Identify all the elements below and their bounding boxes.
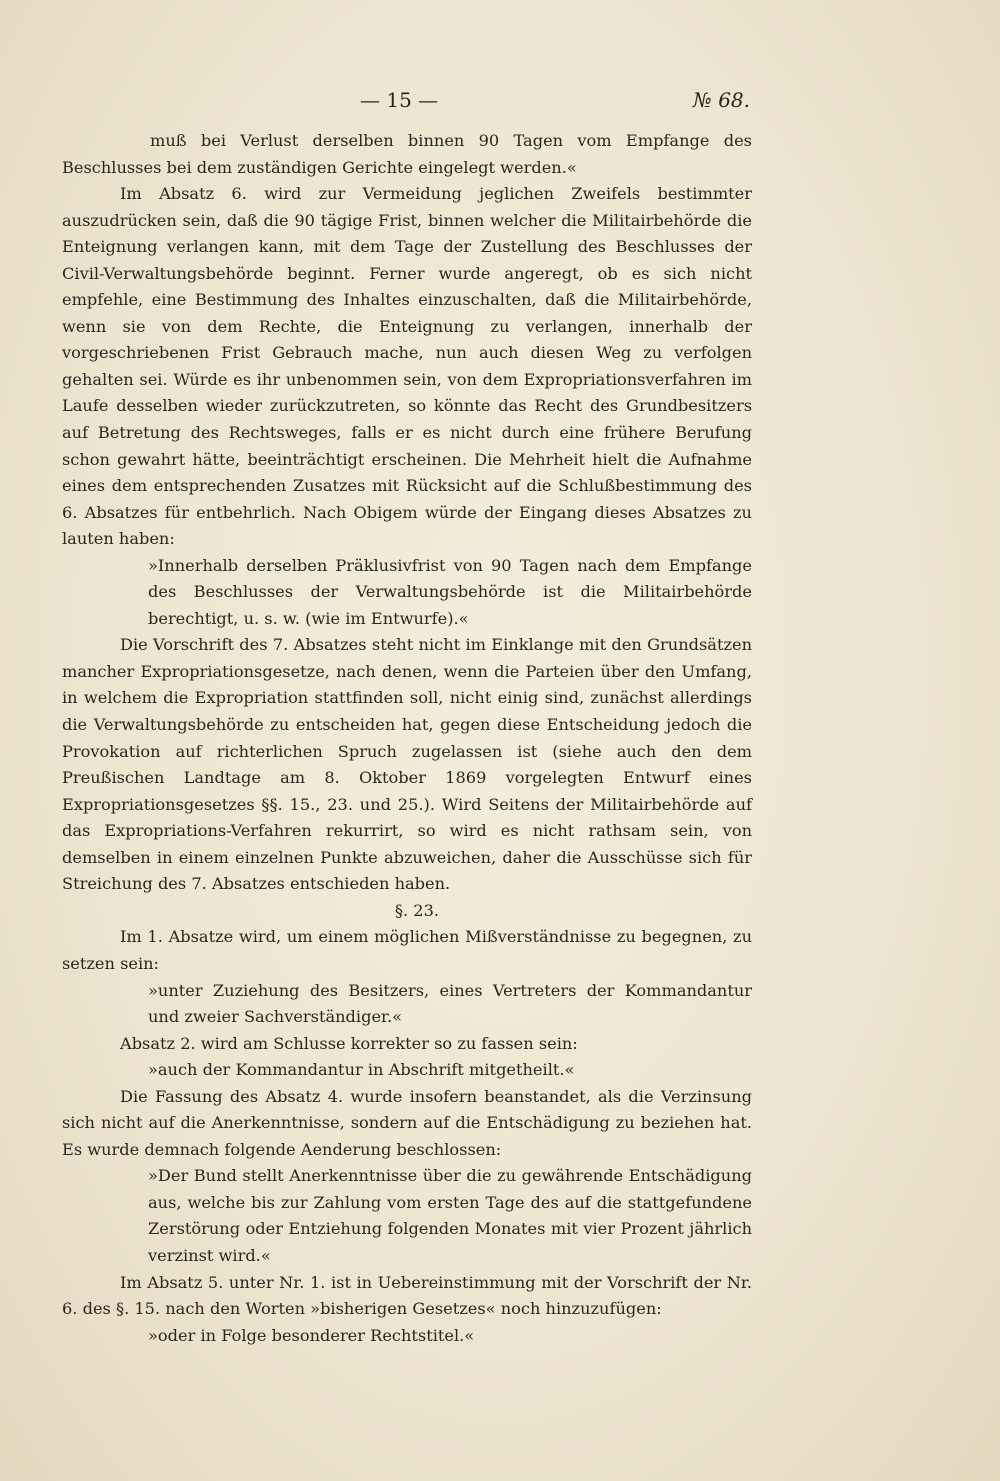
paragraph: Die Vorschrift des 7. Absatzes steht nicht im Einklange mit den Grundsätzen mancher Expropriationsgesetze, nach denen, wenn die Parteien über den Umfang, in welchem die Expropriation stattfinden soll, nicht einig sind, zunächst allerdings die Verwaltungsbehörde zu entscheiden hat, gegen diese Entscheidung jedoch die Provokation auf richterlichen Spruch zugelassen ist (siehe auch den dem Preußischen Landtage am 8. Oktober 1869 vorgelegten Entwurf eines Expropriationsgesetzes §§. 15., 23. und 25.). Wird Seitens der Militairbehörde auf das Expropriations-Verfahren rekurrirt, so wird es nicht rathsam sein, von demselben in einem einzelnen Punkte abzuweichen, daher die Ausschüsse sich für Streichung des 7. Absatzes entschieden haben. [62,635,752,894]
document-number: № 68. [692,88,750,112]
body-text [62,128,752,1349]
paragraph: Im 1. Absatze wird, um einem möglichen Mißverständnisse zu begegnen, zu setzen sein: [62,927,752,973]
quoted-amendment: »unter Zuziehung des Besitzers, eines Vertreters der Kommandantur und zweier Sachverständiger.« [148,980,752,1027]
page-number: — 15 — [360,88,439,112]
quoted-amendment: »Innerhalb derselben Präklusivfrist von 90 Tagen nach dem Empfange des Beschlusses der Verwaltungsbehörde ist die Militairbehörde berechtigt, u. s. w. (wie im Entwurfe).« [148,555,752,628]
page-header [360,88,760,118]
paragraph: Im Absatz 5. unter Nr. 1. ist in Uebereinstimmung mit der Vorschrift der Nr. 6. des §. 15. nach den Worten »bisherigen Gesetzes« noch hinzuzufügen: [62,1272,752,1319]
paragraph: Absatz 2. wird am Schlusse korrekter so zu fassen sein: [120,1033,578,1053]
section-heading: §. 23. [394,900,440,920]
quoted-amendment: »Der Bund stellt Anerkenntnisse über die zu gewährende Entschädigung aus, welche bis zur Zahlung vom ersten Tage des auf die stattgefundene Zerstörung oder Entziehung folgenden Monates mit vier Prozent jährlich verzinst wird.« [148,1166,752,1265]
quoted-amendment: »oder in Folge besonderer Rechtstitel.« [148,1325,475,1345]
paragraph: Die Fassung des Absatz 4. wurde insofern beanstandet, als die Verzinsung sich nicht auf die Anerkenntnisse, sondern auf die Entschädigung zu beziehen hat. Es wurde demnach folgende Aenderung beschlossen: [62,1086,752,1159]
paragraph: Im Absatz 6. wird zur Vermeidung jeglichen Zweifels bestimmter auszudrücken sein, daß die 90 tägige Frist, binnen welcher die Militairbehörde die Enteignung verlangen kann, mit dem Tage der Zustellung des Beschlusses der Civil-Verwaltungsbehörde beginnt. Ferner wurde angeregt, ob es sich nicht empfehle, eine Bestimmung des Inhaltes einzuschalten, daß die Militairbehörde, wenn sie von dem Rechte, die Enteignung zu verlangen, innerhalb der vorgeschriebenen Frist Gebrauch mache, nun auch diesen Weg zu verfolgen gehalten sei. Würde es ihr unbenommen sein, von dem Expropriationsverfahren im Laufe desselben wieder zurückzutreten, so könnte das Recht des Grundbesitzers auf Betretung des Rechtsweges, falls er es nicht durch eine frühere Berufung schon gewahrt hätte, beeinträchtigt erscheinen. Die Mehrheit hielt die Aufnahme eines dem entsprechenden Zusatzes mit Rücksicht auf die Schlußbestimmung des 6. Absatzes für entbehrlich. Nach Obigem würde der Eingang dieses Absatzes zu lauten haben: [62,184,752,549]
quoted-amendment: »auch der Kommandantur in Abschrift mitgetheilt.« [148,1060,575,1080]
paragraph: muß bei Verlust derselben binnen 90 Tagen vom Empfange des Beschlusses bei dem zuständigen Gerichte eingelegt werden.« [62,131,752,177]
